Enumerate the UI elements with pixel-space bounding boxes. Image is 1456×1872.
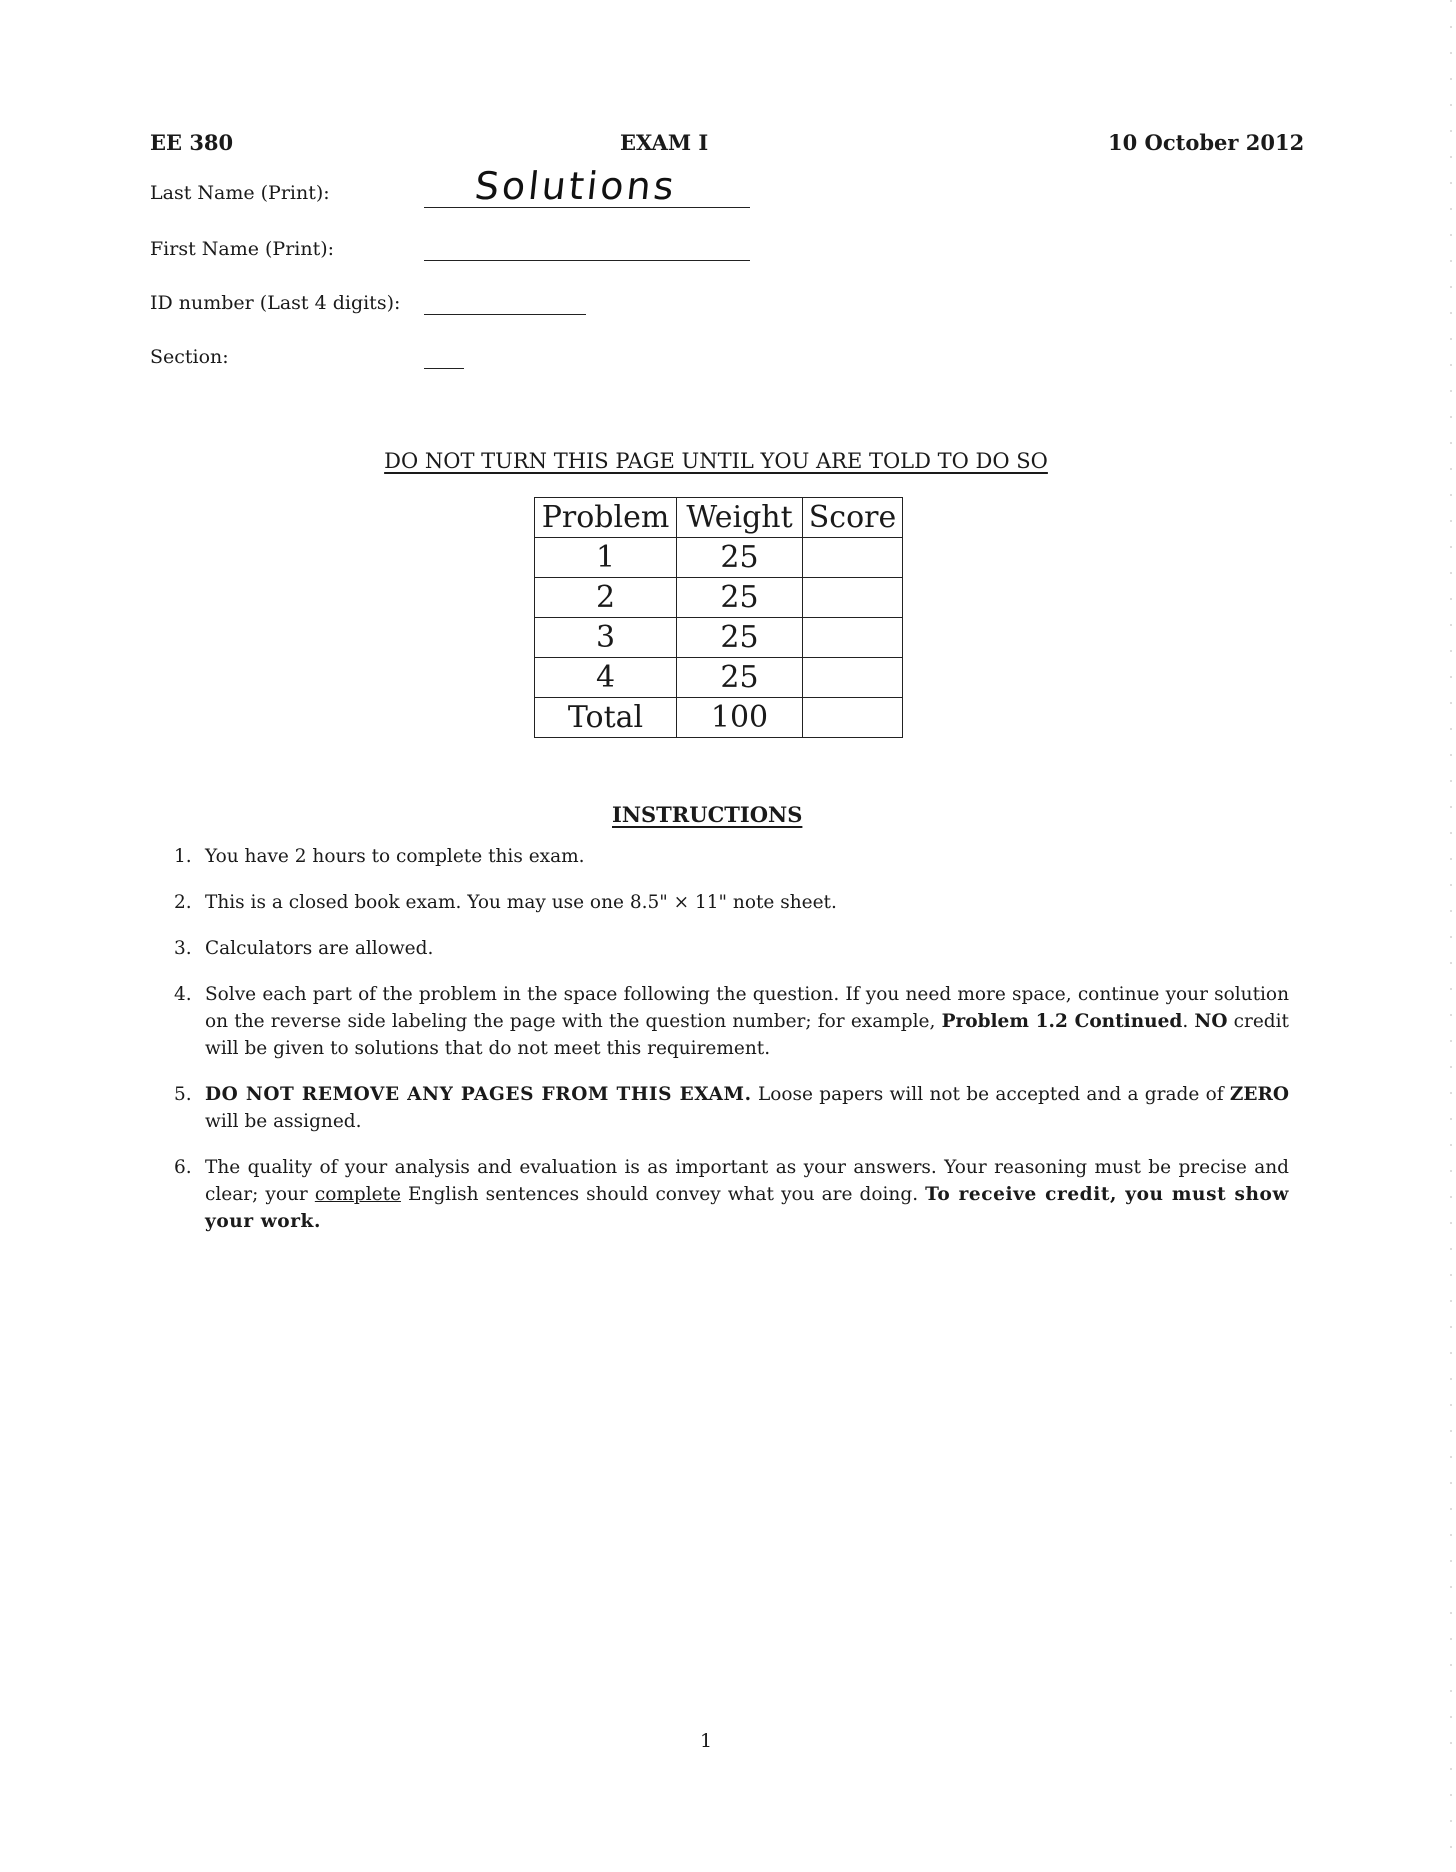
instruction-text: Solve each part of the problem in the space following the question. If you need more space, continue your solution on the reverse side labeling the page with the question number; for example, [205,984,1289,1032]
instruction-bold-warning: DO NOT REMOVE ANY PAGES FROM THIS EXAM. [205,1084,752,1105]
header-problem: Problem [535,498,677,538]
table-total-row [535,698,903,738]
table-row [535,618,903,658]
instruction-number: 6. [174,1157,192,1178]
instruction-text: Loose papers will not be accepted and a grade of [751,1084,1230,1105]
header-weight: Weight [677,498,803,538]
exam-title: EXAM I [620,130,709,155]
instruction-bold-show-work: To receive credit, you must show your work. [205,1184,1289,1232]
do-not-turn-warning: DO NOT TURN THIS PAGE UNTIL YOU ARE TOLD TO DO SO [384,449,1048,473]
instruction-number: 2. [174,892,192,913]
id-number-label: ID number (Last 4 digits): [150,292,401,314]
score-table [534,497,903,738]
instruction-bold-zero: ZERO [1229,1084,1289,1105]
instruction-item [174,889,1289,916]
weight-cell: 25 [677,618,803,658]
last-name-handwritten-value: Solutions [472,164,679,208]
instruction-underlined-word: complete [314,1184,401,1205]
weight-cell: 25 [677,538,803,578]
last-name-label: Last Name (Print): [150,182,330,204]
instruction-bold-no: NO [1194,1011,1228,1032]
instructions-list [174,843,1289,1254]
score-cell[interactable] [803,578,903,618]
score-cell[interactable] [803,658,903,698]
instructions-title: INSTRUCTIONS [612,802,803,827]
instruction-item [174,843,1289,870]
page-number: 1 [700,1730,713,1752]
section-field[interactable] [424,368,464,369]
instruction-item [174,1081,1289,1135]
header-score: Score [803,498,903,538]
table-header-row [535,498,903,538]
id-number-field[interactable] [424,314,586,315]
instruction-text: credit will be given to solutions that do not meet this requirement. [205,1011,1289,1059]
scan-margin-dots [1450,0,1452,1872]
instruction-text: This is a closed book exam. You may use one 8.5" × 11" note sheet. [205,892,837,913]
weight-cell: 25 [677,658,803,698]
problem-cell: 4 [535,658,677,698]
instruction-text: English sentences should convey what you are doing. [400,1184,926,1205]
instruction-bold-example: Problem 1.2 Continued [941,1011,1183,1032]
table-row [535,538,903,578]
last-name-field[interactable] [424,207,750,208]
instruction-number: 3. [174,938,192,959]
instruction-number: 1. [174,846,192,867]
instruction-item [174,1154,1289,1235]
instruction-text: will be assigned. [205,1111,362,1132]
total-label-cell: Total [535,698,677,738]
section-label: Section: [150,346,229,368]
problem-cell: 1 [535,538,677,578]
first-name-label: First Name (Print): [150,238,335,260]
weight-cell: 25 [677,578,803,618]
total-weight-cell: 100 [677,698,803,738]
score-cell[interactable] [803,618,903,658]
total-score-cell[interactable] [803,698,903,738]
instruction-number: 4. [174,984,192,1005]
instruction-number: 5. [174,1084,192,1105]
exam-date: 10 October 2012 [1108,130,1305,155]
instruction-item [174,981,1289,1062]
instruction-text: You have 2 hours to complete this exam. [205,846,585,867]
instruction-text: The quality of your analysis and evaluation is as important as your answers. Your reasoning must be precise and clear; your [205,1157,1289,1205]
course-code: EE 380 [150,130,234,155]
instruction-item [174,935,1289,962]
instruction-text: . [1182,1011,1195,1032]
problem-cell: 3 [535,618,677,658]
first-name-field[interactable] [424,260,750,261]
table-row [535,658,903,698]
instruction-text: Calculators are allowed. [205,938,434,959]
score-cell[interactable] [803,538,903,578]
table-row [535,578,903,618]
problem-cell: 2 [535,578,677,618]
